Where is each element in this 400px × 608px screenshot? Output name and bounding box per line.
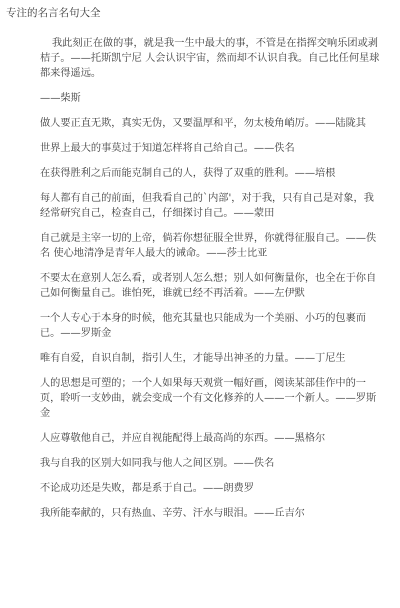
quote-paragraph: 我与自我的区别大如同我与他人之间区别。——佚名 [40, 458, 275, 469]
quote-paragraph: 唯有自爱，自识自制，指引人生，才能导出神圣的力量。——丁尼生 [40, 353, 346, 364]
quote-paragraph: 不要太在意别人怎么看，或者别人怎么想；别人如何衡量你，也全在于你自己如何衡量自己。谁怕死，谁就已经不再活着。——左伊默 [40, 273, 377, 299]
quote-paragraph: 我此刻正在做的事，就是我一生中最大的事，不管是在指挥交响乐团或剥桔子。——托斯凯宁尼 人会认识宇宙，然而却不认识自我。自己比任何星球都来得遥远。 [40, 38, 380, 79]
quote-paragraph: 我所能奉献的，只有热血、辛劳、汗水与眼泪。——丘吉尔 [40, 508, 305, 519]
quote-paragraph: 自己就是主宰一切的上帝，倘若你想征服全世界，你就得征服自己。——佚名 使心地清净是青年人最大的诫命。——莎士比亚 [40, 233, 377, 259]
quote-paragraph: 在获得胜利之后而能克制自己的人，获得了双重的胜利。——培根 [40, 168, 336, 179]
quote-paragraph: 不论成功还是失败，都是系于自己。——朗费罗 [40, 483, 254, 494]
quote-paragraph: 做人要正直无欺，真实无伪，又要温厚和平，勿太棱角峭厉。——陆陇其 [40, 118, 366, 129]
quote-paragraph: 人应尊敬他自己，并应自视能配得上最高尚的东西。——黑格尔 [40, 433, 326, 444]
document-title: 专注的名言名句大全 [6, 7, 101, 19]
quote-paragraph: 每人都有自己的前面，但我看自己的`内部'，对于我，只有自己是对象，我经常研究自己，检查自己，仔细探讨自己。——蒙田 [40, 193, 374, 219]
quote-paragraph: 人的思想是可塑的；一个人如果每天观赏一幅好画，阅读某部佳作中的一页，聆听一支妙曲，就会变成一个有文化修养的人——一个新人。——罗斯金 [40, 378, 377, 419]
document-body [40, 36, 380, 531]
quote-attribution: ——柴斯 [40, 93, 81, 104]
quote-paragraph: 世界上最大的事莫过于知道怎样将自己给自己。——佚名 [40, 143, 295, 154]
quote-paragraph: 一个人专心于本身的时候，他充其量也只能成为一个美丽、小巧的包裹而已。——罗斯金 [40, 313, 366, 339]
